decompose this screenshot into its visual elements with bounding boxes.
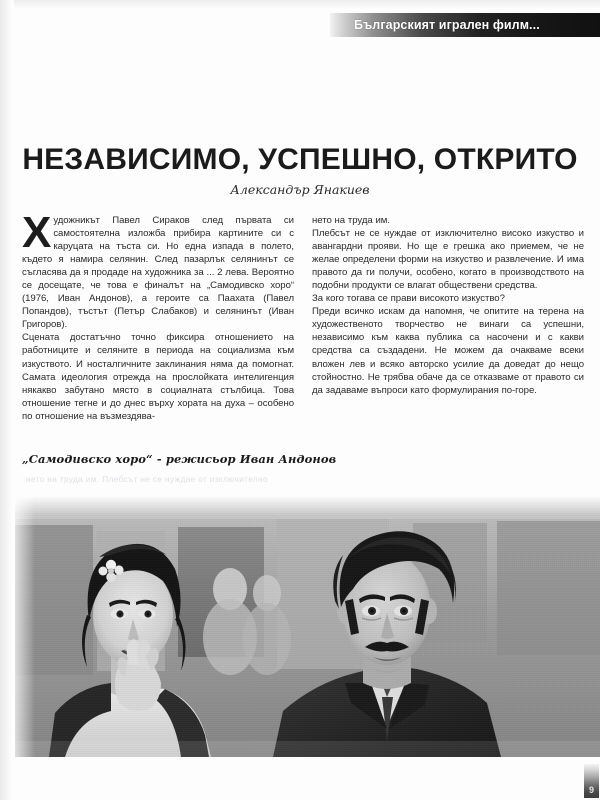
right-paragraph-2: Плебсът не се нуждае от изключително високо изкуство и авангардни прояви. Но ще е грешка ако приемем, че не желае определени форми на изкуство и развлечение. И има правото да ги получи, особено, когато в производството на подобни продукти се влагат обществени средства. xyxy=(312,228,584,292)
bleed-through-ghost-text: нето на труда им. Плебсът не се нуждае от изключително xyxy=(26,475,268,484)
right-column xyxy=(312,214,584,423)
drop-cap: Х xyxy=(22,208,52,257)
left-paragraph-1 xyxy=(22,208,294,331)
photo-caption: „Самодивско хоро“ - режисьор Иван Андонов xyxy=(22,452,337,466)
left-paragraph-1-text: удожникът Павел Сираков след първата си самостоятелна изложба прибира картините си с каруцата на тъста си. Но една изпада в полето, където я намира селянин. След пазарлък селянинът се съгласява да я продаде на художника за ... 2 лева. Вероятно се досещате, че това е финалът на „Самодивско хоро“ (1976, Иван Андонов), а героите са Паахата (Павел Попандов), тъстът (Петър Слабаков) и селянинът (Иван Григоров). xyxy=(22,215,294,331)
right-paragraph-1: нето на труда им. xyxy=(312,215,390,226)
running-header-text: Българският игрален филм... xyxy=(354,18,540,32)
page-title: НЕЗАВИСИМО, УСПЕШНО, ОТКРИТО xyxy=(22,143,578,176)
running-header-bar xyxy=(330,13,600,37)
scan-edge-shadow-top xyxy=(0,0,600,10)
title-block xyxy=(0,144,600,197)
article-byline: Александър Янакиев xyxy=(230,181,370,197)
page-number-tab xyxy=(584,764,599,798)
page-number: 9 xyxy=(588,785,594,795)
left-paragraph-2: Сцената достатъчно точно фиксира отношението на работниците и селяните в периода на социализма към изкуството. И носталгичните заклинания няма да помогнат. Самата идеология отрежда на прослойката интелигенция някакво забутано място в социалната стълбица. Това отношение тегне и до днес върху хората на духа – особено по отношение на възмездява- xyxy=(22,332,294,422)
article-body xyxy=(22,208,584,423)
right-paragraph-3: За кого тогава се прави високото изкуство? xyxy=(312,293,505,305)
film-still-illustration xyxy=(15,497,600,757)
film-still-photo xyxy=(15,497,600,757)
right-paragraph-4: Преди всичко искам да напомня, че опитите на терена на художественото творчество не винаги са успешни, независимо към каква публика са насочени и с какви средства са създадени. Не можем да очакваме всеки вложен лев и всяко авторско усилие да доведат до нещо стойностно. Не трябва обаче да се отказваме от правото си да задаваме въпроси като формулирания по-горе. xyxy=(312,306,584,396)
left-column xyxy=(22,208,294,423)
scan-edge-shadow-left xyxy=(0,0,14,800)
